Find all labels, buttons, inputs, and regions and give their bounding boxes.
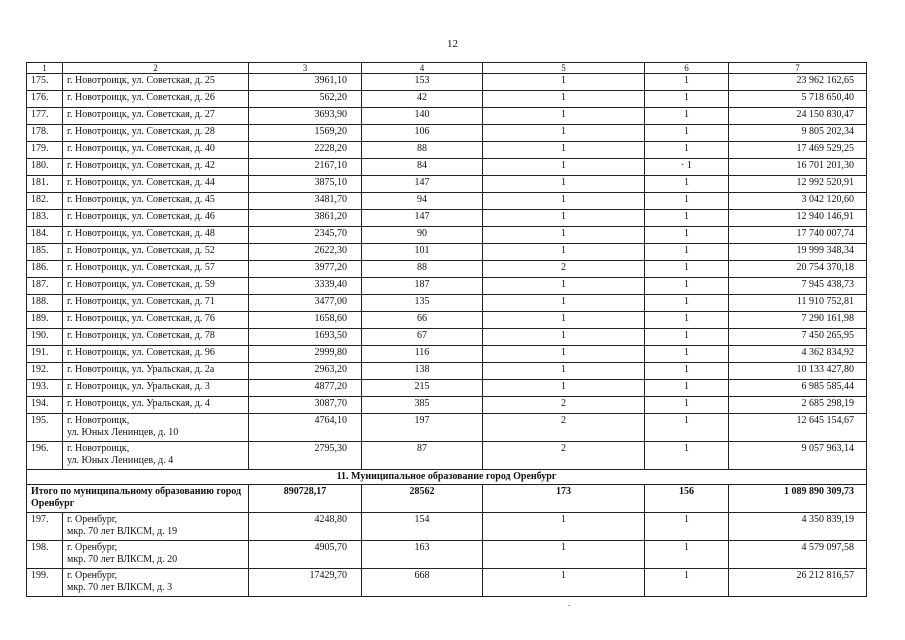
count-cell: 197 xyxy=(362,414,483,442)
address-line: г. Новотроицк, ул. Советская, д. 28 xyxy=(67,126,215,137)
count-cell: 90 xyxy=(362,227,483,244)
cost-cell: 3 042 120,60 xyxy=(729,193,867,210)
address-cell xyxy=(63,261,249,278)
cost-cell: 23 962 162,65 xyxy=(729,74,867,91)
cost-cell: 12 992 520,91 xyxy=(729,176,867,193)
col6-cell: 1 xyxy=(645,414,729,442)
cost-cell: 7 290 161,98 xyxy=(729,312,867,329)
row-number-cell: 176. xyxy=(27,91,63,108)
total-area: 890728,17 xyxy=(249,485,362,513)
address-cell xyxy=(63,346,249,363)
table-row xyxy=(27,414,867,442)
address-line: мкр. 70 лет ВЛКСМ, д. 20 xyxy=(67,554,178,565)
cost-cell: 24 150 830,47 xyxy=(729,108,867,125)
col5-cell: 1 xyxy=(483,142,645,159)
row-number-cell: 175. xyxy=(27,74,63,91)
section-header-row xyxy=(27,470,867,485)
area-cell: 3087,70 xyxy=(249,397,362,414)
count-cell: 135 xyxy=(362,295,483,312)
area-cell: 2795,30 xyxy=(249,442,362,470)
col5-cell: 1 xyxy=(483,312,645,329)
address-line: г. Новотроицк, ул. Советская, д. 78 xyxy=(67,330,215,341)
col6-cell: 1 xyxy=(645,108,729,125)
address-line: г. Оренбург, xyxy=(67,542,118,553)
address-line: г. Новотроицк, ул. Советская, д. 45 xyxy=(67,194,215,205)
col6-cell: 1 xyxy=(645,397,729,414)
address-line: г. Новотроицк, ул. Советская, д. 59 xyxy=(67,279,215,290)
address-cell xyxy=(63,312,249,329)
col5-cell: 1 xyxy=(483,125,645,142)
row-number-cell: 189. xyxy=(27,312,63,329)
address-line: г. Новотроицк, ул. Советская, д. 52 xyxy=(67,245,215,256)
address-cell xyxy=(63,227,249,244)
area-cell: 17429,70 xyxy=(249,569,362,597)
col6-cell: 1 xyxy=(645,569,729,597)
count-cell: 147 xyxy=(362,176,483,193)
row-number-cell: 181. xyxy=(27,176,63,193)
address-line: ул. Юных Ленинцев, д. 4 xyxy=(67,455,174,466)
cost-cell: 4 362 834,92 xyxy=(729,346,867,363)
count-cell: 154 xyxy=(362,513,483,541)
area-cell: 2999,80 xyxy=(249,346,362,363)
col5-cell: 2 xyxy=(483,414,645,442)
cost-cell: 7 945 438,73 xyxy=(729,278,867,295)
col5-cell: 1 xyxy=(483,176,645,193)
address-line: г. Новотроицк, ул. Советская, д. 71 xyxy=(67,296,215,307)
table-row xyxy=(27,380,867,397)
address-cell xyxy=(63,74,249,91)
row-number-cell: 195. xyxy=(27,414,63,442)
address-line: г. Новотроицк, ул. Советская, д. 27 xyxy=(67,109,215,120)
total-col5: 173 xyxy=(483,485,645,513)
row-number-cell: 193. xyxy=(27,380,63,397)
address-cell xyxy=(63,329,249,346)
row-number-cell: 192. xyxy=(27,363,63,380)
col6-cell: 1 xyxy=(645,91,729,108)
address-line: г. Новотроицк, ул. Советская, д. 96 xyxy=(67,347,215,358)
area-cell: 4877,20 xyxy=(249,380,362,397)
address-cell xyxy=(63,108,249,125)
table-row xyxy=(27,244,867,261)
cost-cell: 17 740 007,74 xyxy=(729,227,867,244)
scan-speck xyxy=(568,605,570,606)
address-line: г. Новотроицк, ул. Уральская, д. 2а xyxy=(67,364,215,375)
table-row xyxy=(27,346,867,363)
address-cell xyxy=(63,397,249,414)
area-cell: 2963,20 xyxy=(249,363,362,380)
address-line: г. Новотроицк, ул. Советская, д. 44 xyxy=(67,177,215,188)
col5-cell: 1 xyxy=(483,541,645,569)
address-cell xyxy=(63,210,249,227)
total-row xyxy=(27,485,867,513)
col6-cell: · 1 xyxy=(645,159,729,176)
address-line: г. Новотроицк, xyxy=(67,415,130,426)
address-cell xyxy=(63,363,249,380)
cost-cell: 2 685 298,19 xyxy=(729,397,867,414)
cost-cell: 17 469 529,25 xyxy=(729,142,867,159)
cost-cell: 4 579 097,58 xyxy=(729,541,867,569)
address-cell xyxy=(63,513,249,541)
col5-cell: 1 xyxy=(483,363,645,380)
address-line: г. Новотроицк, ул. Советская, д. 48 xyxy=(67,228,215,239)
cost-cell: 12 645 154,67 xyxy=(729,414,867,442)
row-number-cell: 188. xyxy=(27,295,63,312)
col5-cell: 2 xyxy=(483,397,645,414)
row-number-cell: 190. xyxy=(27,329,63,346)
table-row xyxy=(27,295,867,312)
address-cell xyxy=(63,91,249,108)
area-cell: 1658,60 xyxy=(249,312,362,329)
table-row xyxy=(27,397,867,414)
page-number: 12 xyxy=(447,38,458,50)
col5-cell: 1 xyxy=(483,159,645,176)
table-row xyxy=(27,312,867,329)
area-cell: 1693,50 xyxy=(249,329,362,346)
col6-cell: 1 xyxy=(645,312,729,329)
count-cell: 140 xyxy=(362,108,483,125)
col6-cell: 1 xyxy=(645,363,729,380)
cost-cell: 19 999 348,34 xyxy=(729,244,867,261)
cost-cell: 20 754 370,18 xyxy=(729,261,867,278)
count-cell: 187 xyxy=(362,278,483,295)
col6-cell: 1 xyxy=(645,346,729,363)
count-cell: 147 xyxy=(362,210,483,227)
table-row xyxy=(27,142,867,159)
area-cell: 1569,20 xyxy=(249,125,362,142)
col5-cell: 1 xyxy=(483,346,645,363)
table-row xyxy=(27,74,867,91)
address-line: г. Оренбург, xyxy=(67,570,118,581)
row-number-cell: 178. xyxy=(27,125,63,142)
col5-cell: 1 xyxy=(483,210,645,227)
table-row xyxy=(27,125,867,142)
area-cell: 2228,20 xyxy=(249,142,362,159)
col6-cell: 1 xyxy=(645,295,729,312)
column-number: 5 xyxy=(483,63,645,74)
address-cell xyxy=(63,414,249,442)
address-cell xyxy=(63,142,249,159)
count-cell: 138 xyxy=(362,363,483,380)
table-row xyxy=(27,159,867,176)
address-line: г. Новотроицк, ул. Уральская, д. 3 xyxy=(67,381,210,392)
cost-cell: 10 133 427,80 xyxy=(729,363,867,380)
area-cell: 3875,10 xyxy=(249,176,362,193)
table-row xyxy=(27,176,867,193)
row-number-cell: 186. xyxy=(27,261,63,278)
area-cell: 3693,90 xyxy=(249,108,362,125)
col6-cell: 1 xyxy=(645,125,729,142)
area-cell: 3339,40 xyxy=(249,278,362,295)
col5-cell: 2 xyxy=(483,442,645,470)
area-cell: 3861,20 xyxy=(249,210,362,227)
registry-table xyxy=(26,62,867,597)
address-line: г. Новотроицк, ул. Советская, д. 40 xyxy=(67,143,215,154)
area-cell: 4764,10 xyxy=(249,414,362,442)
table-row xyxy=(27,329,867,346)
count-cell: 153 xyxy=(362,74,483,91)
area-cell: 3481,70 xyxy=(249,193,362,210)
col5-cell: 1 xyxy=(483,278,645,295)
row-number-cell: 184. xyxy=(27,227,63,244)
count-cell: 385 xyxy=(362,397,483,414)
row-number-cell: 177. xyxy=(27,108,63,125)
address-cell xyxy=(63,244,249,261)
col5-cell: 1 xyxy=(483,108,645,125)
count-cell: 101 xyxy=(362,244,483,261)
col6-cell: 1 xyxy=(645,261,729,278)
count-cell: 84 xyxy=(362,159,483,176)
col6-cell: 1 xyxy=(645,74,729,91)
table-row xyxy=(27,541,867,569)
col6-cell: 1 xyxy=(645,193,729,210)
row-number-cell: 183. xyxy=(27,210,63,227)
total-cost: 1 089 890 309,73 xyxy=(729,485,867,513)
address-line: г. Новотроицк, ул. Уральская, д. 4 xyxy=(67,398,210,409)
address-line: мкр. 70 лет ВЛКСМ, д. 3 xyxy=(67,582,173,593)
col6-cell: 1 xyxy=(645,227,729,244)
row-number-cell: 198. xyxy=(27,541,63,569)
col6-cell: 1 xyxy=(645,142,729,159)
col5-cell: 1 xyxy=(483,74,645,91)
address-cell xyxy=(63,442,249,470)
area-cell: 2167,10 xyxy=(249,159,362,176)
cost-cell: 26 212 816,57 xyxy=(729,569,867,597)
col5-cell: 1 xyxy=(483,227,645,244)
address-line: мкр. 70 лет ВЛКСМ, д. 19 xyxy=(67,526,178,537)
total-label: Итого по муниципальному образованию город Оренбург xyxy=(27,485,249,513)
column-number: 4 xyxy=(362,63,483,74)
address-line: ул. Юных Ленинцев, д. 10 xyxy=(67,427,179,438)
cost-cell: 9 057 963,14 xyxy=(729,442,867,470)
col5-cell: 1 xyxy=(483,193,645,210)
col6-cell: 1 xyxy=(645,442,729,470)
total-col6: 156 xyxy=(645,485,729,513)
row-number-cell: 179. xyxy=(27,142,63,159)
count-cell: 116 xyxy=(362,346,483,363)
row-number-cell: 199. xyxy=(27,569,63,597)
table-row xyxy=(27,108,867,125)
row-number-cell: 180. xyxy=(27,159,63,176)
area-cell: 4248,80 xyxy=(249,513,362,541)
address-line: г. Новотроицк, ул. Советская, д. 76 xyxy=(67,313,215,324)
count-cell: 87 xyxy=(362,442,483,470)
address-line: г. Новотроицк, ул. Советская, д. 46 xyxy=(67,211,215,222)
column-number: 2 xyxy=(63,63,249,74)
address-cell xyxy=(63,159,249,176)
table-row xyxy=(27,91,867,108)
table-row xyxy=(27,227,867,244)
address-line: г. Новотроицк, ул. Советская, д. 42 xyxy=(67,160,215,171)
col6-cell: 1 xyxy=(645,541,729,569)
count-cell: 88 xyxy=(362,261,483,278)
address-line: г. Новотроицк, xyxy=(67,443,130,454)
count-cell: 668 xyxy=(362,569,483,597)
table-row xyxy=(27,261,867,278)
address-line: г. Новотроицк, ул. Советская, д. 25 xyxy=(67,75,215,86)
count-cell: 88 xyxy=(362,142,483,159)
count-cell: 163 xyxy=(362,541,483,569)
col6-cell: 1 xyxy=(645,176,729,193)
table-row xyxy=(27,193,867,210)
address-cell xyxy=(63,541,249,569)
column-number: 6 xyxy=(645,63,729,74)
cost-cell: 9 805 202,34 xyxy=(729,125,867,142)
address-line: г. Оренбург, xyxy=(67,514,118,525)
table-row xyxy=(27,442,867,470)
table-row xyxy=(27,278,867,295)
area-cell: 3961,10 xyxy=(249,74,362,91)
count-cell: 67 xyxy=(362,329,483,346)
row-number-cell: 185. xyxy=(27,244,63,261)
count-cell: 215 xyxy=(362,380,483,397)
cost-cell: 7 450 265,95 xyxy=(729,329,867,346)
col5-cell: 1 xyxy=(483,380,645,397)
col6-cell: 1 xyxy=(645,513,729,541)
col6-cell: 1 xyxy=(645,244,729,261)
col5-cell: 1 xyxy=(483,329,645,346)
total-count: 28562 xyxy=(362,485,483,513)
col5-cell: 1 xyxy=(483,91,645,108)
address-cell xyxy=(63,569,249,597)
row-number-cell: 194. xyxy=(27,397,63,414)
cost-cell: 16 701 201,30 xyxy=(729,159,867,176)
col6-cell: 1 xyxy=(645,329,729,346)
area-cell: 2345,70 xyxy=(249,227,362,244)
row-number-cell: 187. xyxy=(27,278,63,295)
table-row xyxy=(27,210,867,227)
col6-cell: 1 xyxy=(645,380,729,397)
column-number-row xyxy=(27,63,867,74)
count-cell: 94 xyxy=(362,193,483,210)
address-cell xyxy=(63,193,249,210)
col6-cell: 1 xyxy=(645,210,729,227)
cost-cell: 12 940 146,91 xyxy=(729,210,867,227)
area-cell: 2622,30 xyxy=(249,244,362,261)
table-row xyxy=(27,569,867,597)
address-line: г. Новотроицк, ул. Советская, д. 57 xyxy=(67,262,215,273)
col5-cell: 1 xyxy=(483,569,645,597)
cost-cell: 5 718 650,40 xyxy=(729,91,867,108)
count-cell: 66 xyxy=(362,312,483,329)
count-cell: 42 xyxy=(362,91,483,108)
count-cell: 106 xyxy=(362,125,483,142)
cost-cell: 6 985 585,44 xyxy=(729,380,867,397)
row-number-cell: 196. xyxy=(27,442,63,470)
address-cell xyxy=(63,278,249,295)
table-row xyxy=(27,513,867,541)
address-cell xyxy=(63,176,249,193)
row-number-cell: 182. xyxy=(27,193,63,210)
row-number-cell: 191. xyxy=(27,346,63,363)
area-cell: 3477,00 xyxy=(249,295,362,312)
column-number: 7 xyxy=(729,63,867,74)
col5-cell: 1 xyxy=(483,513,645,541)
table-row xyxy=(27,363,867,380)
area-cell: 3977,20 xyxy=(249,261,362,278)
section-title: 11. Муниципальное образование город Оренбург xyxy=(27,470,867,485)
col5-cell: 1 xyxy=(483,295,645,312)
column-number: 3 xyxy=(249,63,362,74)
address-cell xyxy=(63,380,249,397)
address-cell xyxy=(63,125,249,142)
address-line: г. Новотроицк, ул. Советская, д. 26 xyxy=(67,92,215,103)
cost-cell: 11 910 752,81 xyxy=(729,295,867,312)
row-number-cell: 197. xyxy=(27,513,63,541)
col5-cell: 1 xyxy=(483,244,645,261)
cost-cell: 4 350 839,19 xyxy=(729,513,867,541)
area-cell: 562,20 xyxy=(249,91,362,108)
column-number: 1 xyxy=(27,63,63,74)
address-cell xyxy=(63,295,249,312)
col6-cell: 1 xyxy=(645,278,729,295)
col5-cell: 2 xyxy=(483,261,645,278)
area-cell: 4905,70 xyxy=(249,541,362,569)
